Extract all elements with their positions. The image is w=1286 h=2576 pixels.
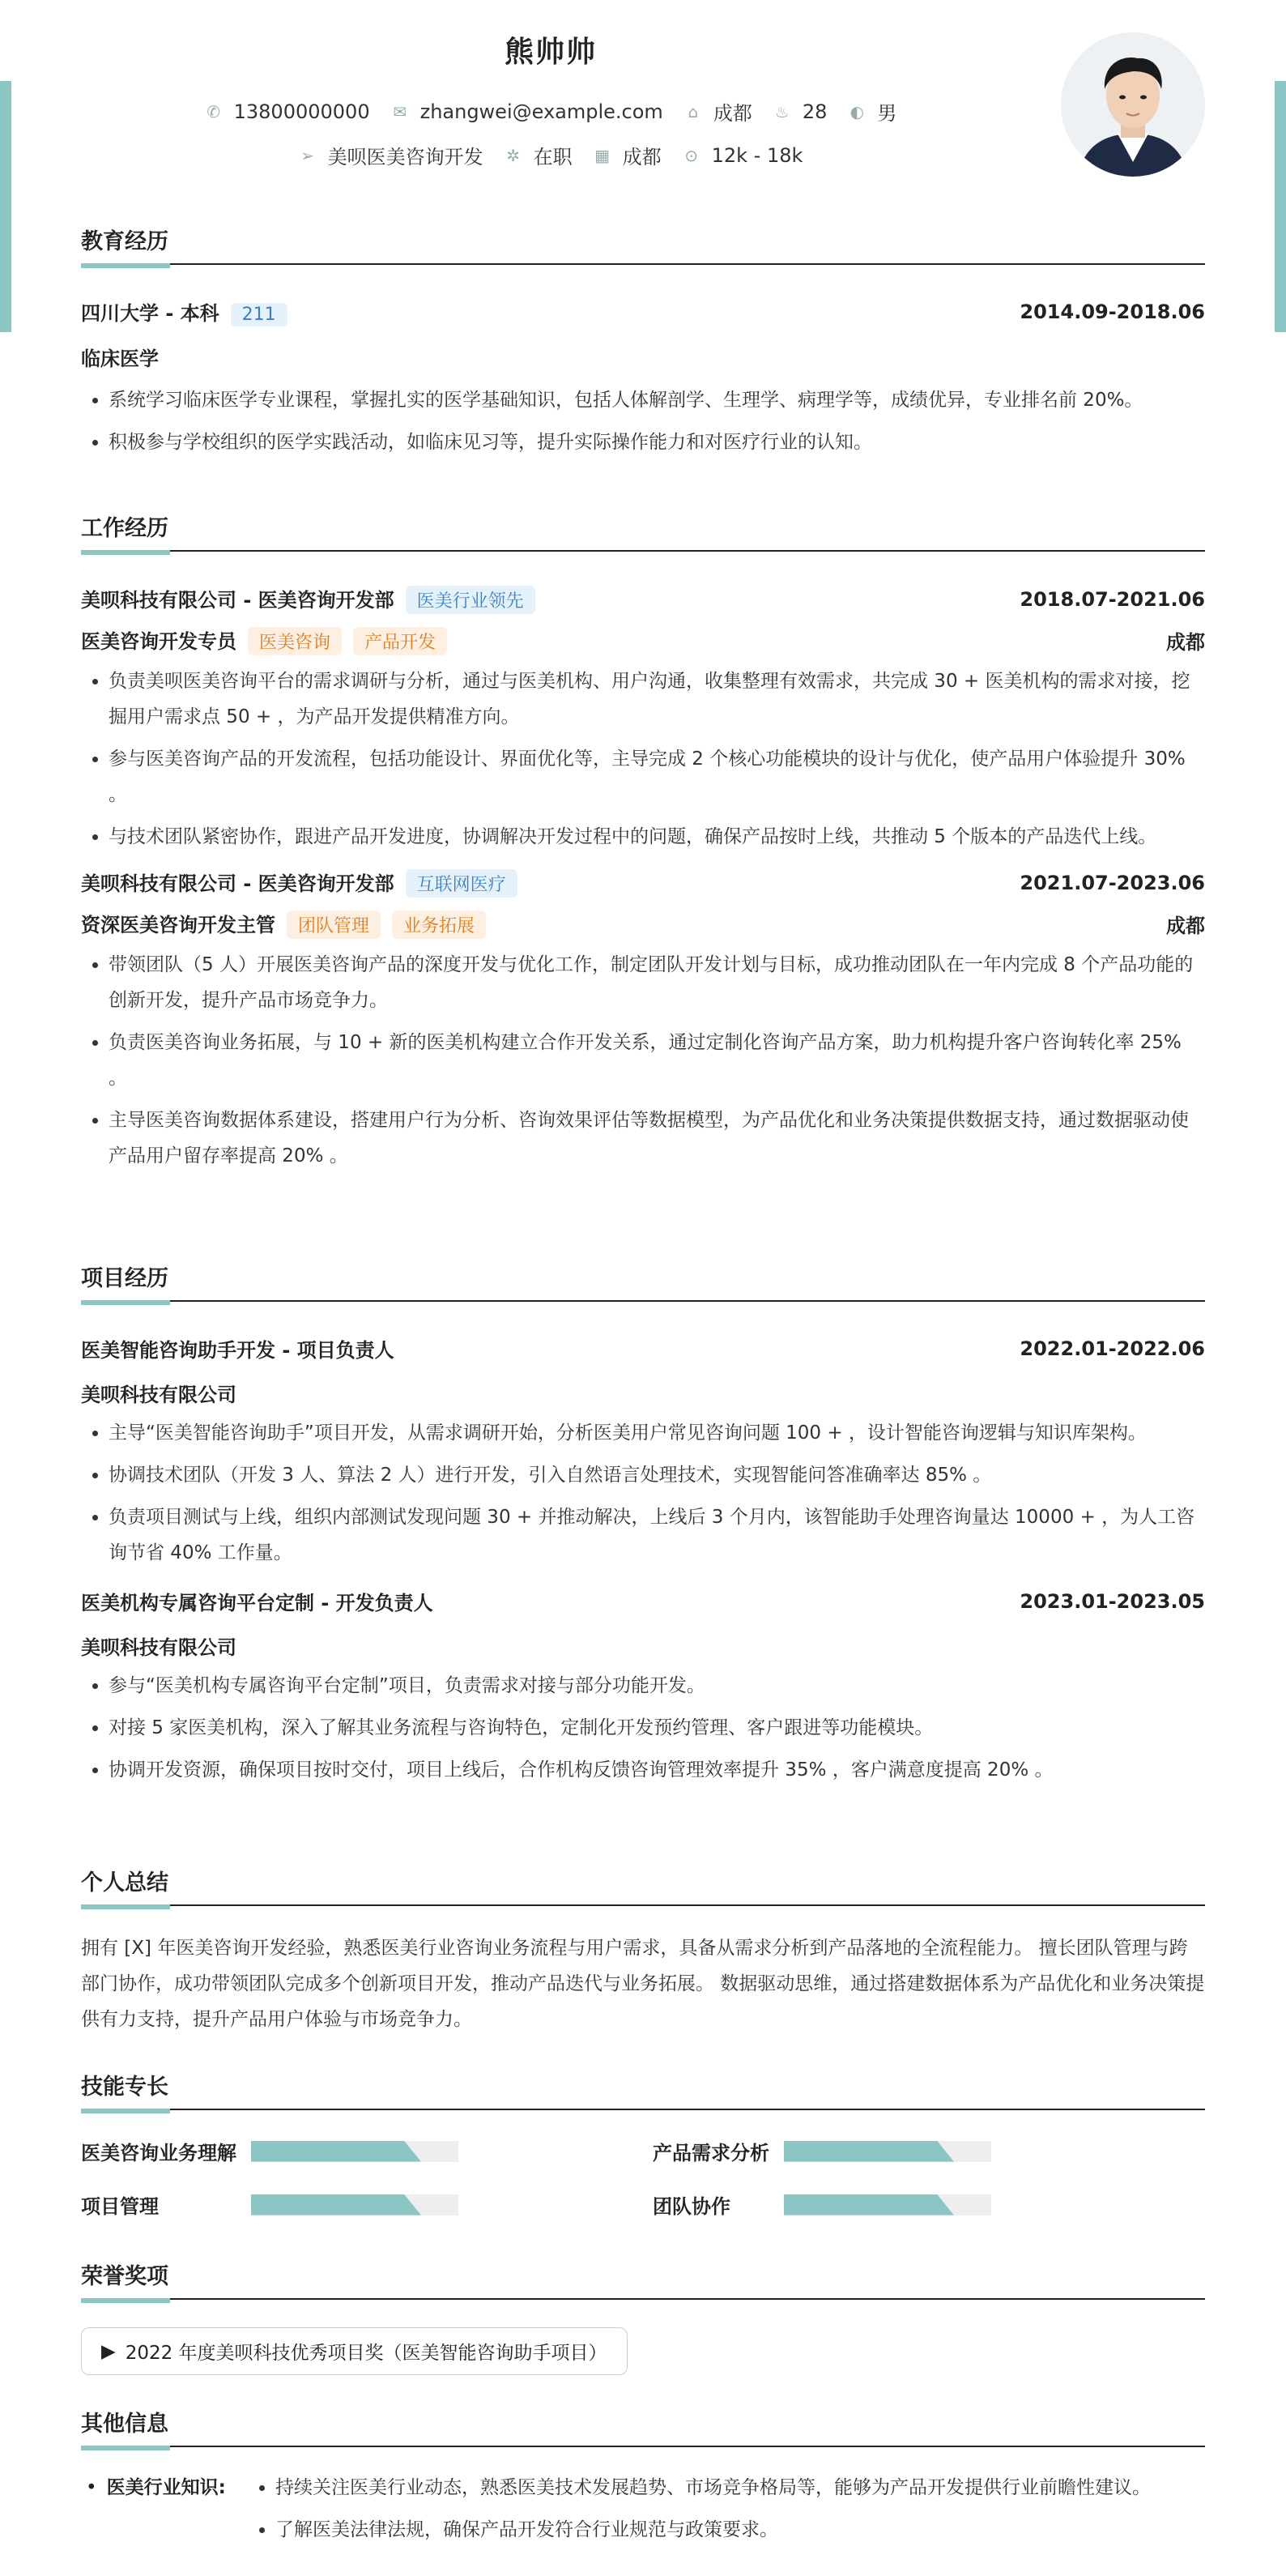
skill-item bbox=[81, 2190, 458, 2219]
triangle-right-icon: ▶ bbox=[101, 2340, 116, 2362]
skill-bar-fill bbox=[784, 2141, 954, 2162]
city-text: 成都 bbox=[622, 146, 662, 168]
city-item bbox=[594, 141, 662, 169]
status-text: 在职 bbox=[533, 146, 573, 168]
email-item bbox=[391, 100, 663, 123]
contact-row bbox=[81, 97, 1020, 126]
home-text: 成都 bbox=[713, 102, 752, 125]
list-item: • 参与医美咨询产品的开发流程，包括功能设计、界面优化等，主导完成 2 个核心功能模块的设计与优化，使产品用户体验提升 30% 。 bbox=[109, 741, 1205, 812]
age-item bbox=[773, 100, 828, 123]
job-city: 成都 bbox=[1166, 631, 1205, 654]
other-title: 其他信息 bbox=[81, 2406, 1205, 2447]
skill-bar bbox=[251, 2194, 458, 2216]
list-item: • 负责医美咨询业务拓展，与 10 + 新的医美机构建立合作开发关系，通过定制化咨询产品方案，助力机构提升客户咨询转化率 25% 。 bbox=[109, 1025, 1205, 1096]
company-line bbox=[81, 868, 517, 898]
salary-item bbox=[683, 144, 803, 167]
list-item: • 系统学习临床医学专业课程，掌握扎实的医学基础知识，包括人体解剖学、生理学、病理学等，成绩优异，专业排名前 20%。 bbox=[109, 382, 1205, 418]
skill-name: 项目管理 bbox=[81, 2195, 159, 2218]
role-tag: 医美咨询 bbox=[248, 627, 342, 655]
projects-section bbox=[81, 1260, 1205, 1794]
job-header bbox=[81, 584, 1205, 614]
gender-icon: ◐ bbox=[850, 101, 865, 122]
phone-text: 13800000000 bbox=[233, 100, 370, 123]
list-item: • 对接 5 家医美机构，深入了解其业务流程与咨询特色，定制化开发预约管理、客户跟进等功能模块。 bbox=[109, 1710, 1205, 1746]
project-bullets bbox=[81, 1415, 1205, 1571]
skill-item bbox=[81, 2137, 458, 2165]
projects-title: 项目经历 bbox=[81, 1260, 1205, 1302]
money-icon: ⊙ bbox=[684, 145, 698, 165]
mail-icon: ✉ bbox=[393, 101, 407, 122]
list-item: • 负责项目测试与上线，组织内部测试发现问题 30 + 并推动解决，上线后 3 个月内，该智能助手处理咨询量达 10000 + ，为人工咨询节省 40% 工作量。 bbox=[109, 1499, 1205, 1571]
project-header bbox=[81, 1334, 1205, 1363]
role-name: 医美咨询开发专员 bbox=[81, 630, 236, 653]
bullet-dot-icon: • bbox=[86, 2477, 97, 2498]
project-bullets bbox=[81, 1668, 1205, 1788]
summary-title: 个人总结 bbox=[81, 1865, 1205, 1906]
job-bullets bbox=[81, 663, 1205, 855]
avatar bbox=[1061, 32, 1205, 177]
status-icon: ✲ bbox=[506, 145, 520, 165]
honor-item[interactable] bbox=[81, 2327, 628, 2375]
home-icon: ⌂ bbox=[688, 101, 699, 122]
skill-item bbox=[653, 2137, 991, 2165]
summary-section bbox=[81, 1865, 1205, 2037]
company-name: 美呗科技有限公司 - 医美咨询开发部 bbox=[81, 872, 394, 895]
list-item: • 主导“医美智能咨询助手”项目开发，从需求调研开始，分析医美用户常见咨询问题 100 + ，设计智能咨询逻辑与知识库架构。 bbox=[109, 1415, 1205, 1451]
summary-text: 拥有 [X] 年医美咨询开发经验，熟悉医美行业咨询业务流程与用户需求，具备从需求分析到产品落地的全流程能力。 擅长团队管理与跨部门协作，成功带领团队完成多个创新项目开发，推动产品迭代与业务拓展。 数据驱动思维，通过搭建数据体系为产品优化和业务决策提供有力支持，提升产品用户体验与市场竞争力。 bbox=[81, 1938, 1205, 2030]
skill-item bbox=[653, 2190, 991, 2219]
education-header bbox=[81, 297, 1205, 326]
right-accent-bar bbox=[1275, 81, 1286, 332]
school-line bbox=[81, 297, 287, 326]
email-text: zhangwei@example.com bbox=[419, 100, 663, 123]
role-row bbox=[81, 625, 1205, 655]
skill-bar-fill bbox=[251, 2141, 421, 2162]
role-line bbox=[81, 909, 486, 939]
role-tag: 团队管理 bbox=[287, 911, 381, 939]
home-item bbox=[684, 97, 752, 126]
skill-name: 医美咨询业务理解 bbox=[81, 2142, 236, 2164]
gender-text: 男 bbox=[877, 102, 897, 125]
work-section bbox=[81, 510, 1205, 1180]
left-accent-bar bbox=[0, 81, 11, 332]
list-item: • 协调技术团队（开发 3 人、算法 2 人）进行开发，引入自然语言处理技术，实现智能问答准确率达 85% 。 bbox=[109, 1457, 1205, 1493]
skills-title: 技能专长 bbox=[81, 2069, 1205, 2110]
status-item bbox=[505, 141, 573, 169]
other-section bbox=[81, 2406, 1205, 2551]
major-name: 临床医学 bbox=[81, 348, 159, 370]
job-date: 2018.07-2021.06 bbox=[1020, 587, 1205, 611]
send-icon: ➢ bbox=[300, 145, 314, 165]
project-date: 2022.01-2022.06 bbox=[1020, 1337, 1205, 1360]
list-item: • 积极参与学校组织的医学实践活动，如临床见习等，提升实际操作能力和对医疗行业的认知。 bbox=[109, 424, 1205, 460]
building-icon: ▦ bbox=[594, 145, 611, 165]
job-header bbox=[81, 868, 1205, 898]
list-item: • 主导医美咨询数据体系建设，搭建用户行为分析、咨询效果评估等数据模型，为产品优化和业务决策提供数据支持，通过数据驱动使产品用户留存率提高 20% 。 bbox=[109, 1102, 1205, 1174]
list-item: • 持续关注医美行业动态，熟悉医美技术发展趋势、市场竞争格局等，能够为产品开发提供行业前瞻性建议。 bbox=[275, 2467, 1151, 2509]
skill-name: 团队协作 bbox=[653, 2195, 730, 2218]
honor-text: 2022 年度美呗科技优秀项目奖（医美智能咨询助手项目） bbox=[125, 2343, 607, 2364]
role-tag: 业务拓展 bbox=[392, 911, 486, 939]
gender-item bbox=[848, 97, 896, 126]
project-name: 医美智能咨询助手开发 - 项目负责人 bbox=[81, 1339, 394, 1362]
job-intent-row bbox=[81, 141, 1020, 169]
skill-bar bbox=[251, 2141, 458, 2162]
skill-bar bbox=[784, 2141, 991, 2162]
list-item: • 参与“医美机构专属咨询平台定制”项目，负责需求对接与部分功能开发。 bbox=[109, 1668, 1205, 1704]
project-company: 美呗科技有限公司 bbox=[81, 1384, 236, 1406]
intent-item bbox=[299, 141, 483, 169]
education-title: 教育经历 bbox=[81, 224, 1205, 265]
honors-section bbox=[81, 2258, 1205, 2381]
work-title: 工作经历 bbox=[81, 510, 1205, 552]
company-line bbox=[81, 584, 535, 614]
job-city: 成都 bbox=[1166, 915, 1205, 937]
skill-bar bbox=[784, 2194, 991, 2216]
school-name: 四川大学 - 本科 bbox=[81, 302, 219, 325]
list-item: • 负责美呗医美咨询平台的需求调研与分析，通过与医美机构、用户沟通，收集整理有效需求，共完成 30 + 医美机构的需求对接，挖掘用户需求点 50 + ，为产品开发提供精准方向。 bbox=[109, 663, 1205, 735]
company-name: 美呗科技有限公司 - 医美咨询开发部 bbox=[81, 589, 394, 612]
education-section bbox=[81, 224, 1205, 467]
list-item: • 与技术团队紧密协作，跟进产品开发进度，协调解决开发过程中的问题，确保产品按时上线，共推动 5 个版本的产品迭代上线。 bbox=[109, 819, 1205, 855]
project-name: 医美机构专属咨询平台定制 - 开发负责人 bbox=[81, 1592, 433, 1614]
honors-title: 荣誉奖项 bbox=[81, 2258, 1205, 2300]
education-date: 2014.09-2018.06 bbox=[1020, 301, 1205, 323]
project-header bbox=[81, 1587, 1205, 1615]
cake-icon: ♨ bbox=[774, 101, 790, 122]
candidate-name: 熊帅帅 bbox=[504, 36, 597, 69]
age-text: 28 bbox=[802, 100, 828, 123]
intent-text: 美呗医美咨询开发 bbox=[327, 146, 483, 168]
company-tag: 医美行业领先 bbox=[406, 586, 535, 614]
honors-list bbox=[81, 2327, 1205, 2381]
phone-icon: ✆ bbox=[207, 101, 220, 122]
other-content bbox=[81, 2467, 1205, 2551]
list-item: • 带领团队（5 人）开展医美咨询产品的深度开发与优化工作，制定团队开发计划与目标，成功推动团队在一年内完成 8 个产品功能的创新开发，提升产品市场竞争力。 bbox=[109, 947, 1205, 1018]
project-company: 美呗科技有限公司 bbox=[81, 1636, 236, 1659]
education-bullets bbox=[81, 382, 1205, 460]
role-row bbox=[81, 909, 1205, 939]
job-date: 2021.07-2023.06 bbox=[1020, 871, 1205, 894]
skill-name: 产品需求分析 bbox=[653, 2142, 769, 2164]
other-label: 医美行业知识: bbox=[106, 2477, 226, 2498]
skill-bar-fill bbox=[251, 2194, 421, 2216]
role-name: 资深医美咨询开发主管 bbox=[81, 914, 275, 936]
salary-text: 12k - 18k bbox=[711, 143, 803, 167]
role-line bbox=[81, 625, 447, 655]
skills-section bbox=[81, 2069, 1205, 2218]
other-label-col bbox=[81, 2467, 248, 2551]
school-tag: 211 bbox=[231, 303, 287, 326]
company-tag: 互联网医疗 bbox=[406, 869, 517, 898]
phone-item bbox=[205, 100, 370, 123]
job-bullets bbox=[81, 947, 1205, 1174]
other-bullets bbox=[248, 2467, 1151, 2551]
list-item: • 了解医美法律法规，确保产品开发符合行业规范与政策要求。 bbox=[275, 2509, 1151, 2551]
skill-bar-fill bbox=[784, 2194, 954, 2216]
role-tag: 产品开发 bbox=[353, 627, 447, 655]
project-date: 2023.01-2023.05 bbox=[1020, 1589, 1205, 1613]
list-item: • 协调开发资源，确保项目按时交付，项目上线后，合作机构反馈咨询管理效率提升 35% ，客户满意度提高 20% 。 bbox=[109, 1752, 1205, 1788]
